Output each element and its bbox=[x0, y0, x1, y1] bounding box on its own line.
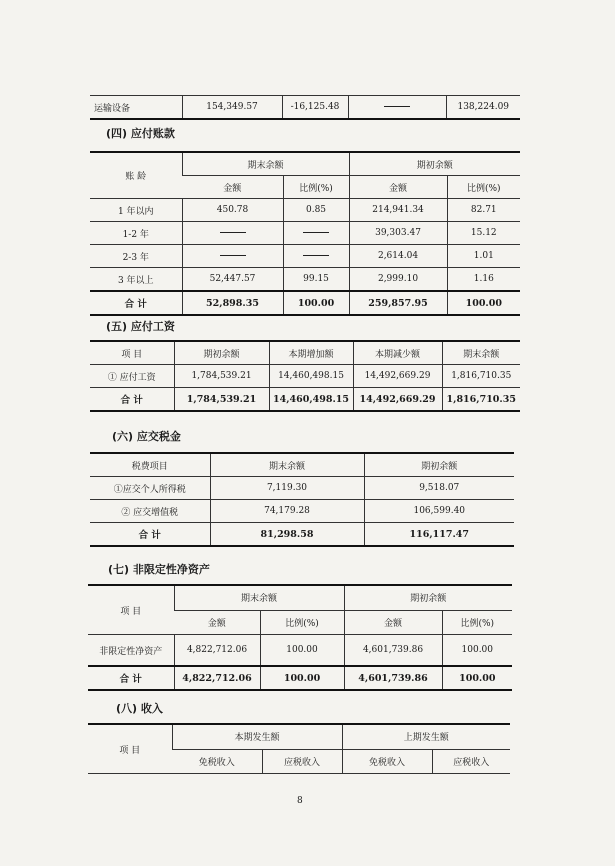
header-cell-ratio: 比例(%) bbox=[283, 176, 349, 199]
table-header-row bbox=[88, 585, 512, 610]
header-cell-begin-balance: 期初余额 bbox=[344, 585, 512, 610]
table-cell: 99.15 bbox=[283, 268, 349, 292]
table-row bbox=[90, 268, 520, 292]
table-cell: 9,518.07 bbox=[364, 477, 514, 500]
dash-mark bbox=[303, 232, 329, 233]
table-header-row bbox=[90, 453, 514, 477]
dash-mark bbox=[220, 255, 246, 256]
table-row bbox=[90, 96, 520, 120]
table-row bbox=[90, 500, 514, 523]
table-cell: ①应交个人所得税 bbox=[90, 477, 210, 500]
table-header-row bbox=[90, 341, 520, 365]
header-cell: 期初余额 bbox=[174, 341, 269, 365]
header-cell: 期末余额 bbox=[210, 453, 364, 477]
total-label: 合 计 bbox=[90, 388, 174, 412]
table-cell: 81,298.58 bbox=[210, 523, 364, 547]
table-cell: 1,784,539.21 bbox=[174, 365, 269, 388]
header-cell-begin-balance: 期初余额 bbox=[349, 152, 520, 176]
table-cell bbox=[182, 222, 283, 245]
table-cell: ① 应付工资 bbox=[90, 365, 174, 388]
header-cell-amount: 金额 bbox=[344, 610, 442, 634]
table-cell: 100.00 bbox=[442, 635, 512, 667]
table-cell: 450.78 bbox=[182, 199, 283, 222]
table-cell: 14,460,498.15 bbox=[269, 388, 353, 412]
header-cell-taxable-income: 应税收入 bbox=[432, 749, 510, 773]
header-cell: 项 目 bbox=[90, 341, 174, 365]
header-cell: 本期增加额 bbox=[269, 341, 353, 365]
table-cell: 1,784,539.21 bbox=[174, 388, 269, 412]
header-cell-end-balance: 期末余额 bbox=[182, 152, 349, 176]
table-row bbox=[88, 635, 512, 667]
table-header-row bbox=[90, 152, 520, 176]
header-cell: 期初余额 bbox=[364, 453, 514, 477]
table-cell: 1.16 bbox=[447, 268, 520, 292]
header-cell-ratio: 比例(%) bbox=[442, 610, 512, 634]
header-cell-amount: 金额 bbox=[174, 610, 260, 634]
table-cell: 52,447.57 bbox=[182, 268, 283, 292]
table-row bbox=[90, 222, 520, 245]
table-cell: 74,179.28 bbox=[210, 500, 364, 523]
table-cell: -16,125.48 bbox=[282, 96, 348, 120]
header-cell-tax-exempt-income: 免税收入 bbox=[172, 749, 262, 773]
wages-payable-table bbox=[90, 340, 520, 412]
section-title-unrestricted-net-assets: (七) 非限定性净资产 bbox=[108, 563, 210, 576]
header-cell-current-period: 本期发生额 bbox=[172, 724, 342, 749]
table-cell: 39,303.47 bbox=[349, 222, 447, 245]
header-cell-age: 账 龄 bbox=[90, 152, 182, 199]
section-title-accounts-payable: (四) 应付账款 bbox=[106, 127, 175, 140]
table-cell: 100.00 bbox=[442, 666, 512, 690]
section-title-income: (八) 收入 bbox=[116, 702, 163, 715]
header-cell-amount: 金额 bbox=[349, 176, 447, 199]
unrestricted-net-assets-table bbox=[88, 584, 512, 691]
table-cell: 138,224.09 bbox=[446, 96, 520, 120]
table-cell: 116,117.47 bbox=[364, 523, 514, 547]
table-cell: 3 年以上 bbox=[90, 268, 182, 292]
header-cell-ratio: 比例(%) bbox=[260, 610, 344, 634]
table-cell: 0.85 bbox=[283, 199, 349, 222]
accounts-payable-table bbox=[90, 151, 520, 316]
table-cell: 14,460,498.15 bbox=[269, 365, 353, 388]
table-cell: 1-2 年 bbox=[90, 222, 182, 245]
table-total-row bbox=[88, 666, 512, 690]
header-cell-taxable-income: 应税收入 bbox=[262, 749, 342, 773]
header-cell-ratio: 比例(%) bbox=[447, 176, 520, 199]
table-cell: 运输设备 bbox=[90, 96, 182, 120]
taxes-payable-table bbox=[90, 452, 514, 547]
header-cell-previous-period: 上期发生额 bbox=[342, 724, 510, 749]
section-title-taxes-payable: (六) 应交税金 bbox=[112, 430, 181, 443]
table-cell: 2,999.10 bbox=[349, 268, 447, 292]
table-cell: ② 应交增值税 bbox=[90, 500, 210, 523]
table-row bbox=[90, 245, 520, 268]
table-cell: 4,822,712.06 bbox=[174, 666, 260, 690]
header-cell-end-balance: 期末余额 bbox=[174, 585, 344, 610]
table-total-row bbox=[90, 523, 514, 547]
table-cell: 100.00 bbox=[283, 291, 349, 315]
table-cell: 2-3 年 bbox=[90, 245, 182, 268]
header-cell: 期末余额 bbox=[442, 341, 520, 365]
table-cell: 非限定性净资产 bbox=[88, 635, 174, 667]
table-cell bbox=[283, 222, 349, 245]
total-label: 合 计 bbox=[90, 523, 210, 547]
table-cell: 52,898.35 bbox=[182, 291, 283, 315]
table-row bbox=[90, 477, 514, 500]
table-cell: 14,492,669.29 bbox=[353, 388, 442, 412]
table-row bbox=[90, 199, 520, 222]
table-cell bbox=[182, 245, 283, 268]
header-cell: 税费项目 bbox=[90, 453, 210, 477]
table-cell: 100.00 bbox=[447, 291, 520, 315]
total-label: 合 计 bbox=[88, 666, 174, 690]
table-cell bbox=[283, 245, 349, 268]
dash-mark bbox=[303, 255, 329, 256]
table-cell: 14,492,669.29 bbox=[353, 365, 442, 388]
total-label: 合 计 bbox=[90, 291, 182, 315]
header-cell-item: 项 目 bbox=[88, 724, 172, 774]
table-row bbox=[90, 365, 520, 388]
table-cell: 4,601,739.86 bbox=[344, 666, 442, 690]
table-cell: 4,822,712.06 bbox=[174, 635, 260, 667]
table-cell: 15.12 bbox=[447, 222, 520, 245]
table-cell: 100.00 bbox=[260, 666, 344, 690]
table-cell: 7,119.30 bbox=[210, 477, 364, 500]
table-cell: 214,941.34 bbox=[349, 199, 447, 222]
table-cell: 4,601,739.86 bbox=[344, 635, 442, 667]
table-cell: 1.01 bbox=[447, 245, 520, 268]
header-cell-amount: 金额 bbox=[182, 176, 283, 199]
table-total-row bbox=[90, 388, 520, 412]
table-cell: 1,816,710.35 bbox=[442, 365, 520, 388]
table-cell: 1 年以内 bbox=[90, 199, 182, 222]
income-table bbox=[88, 723, 510, 774]
table-cell: 154,349.57 bbox=[182, 96, 282, 120]
dash-mark bbox=[220, 232, 246, 233]
table-cell: 106,599.40 bbox=[364, 500, 514, 523]
table-cell: 82.71 bbox=[447, 199, 520, 222]
table-cell: 1,816,710.35 bbox=[442, 388, 520, 412]
section-title-wages-payable: (五) 应付工资 bbox=[106, 320, 175, 333]
table-cell: 259,857.95 bbox=[349, 291, 447, 315]
dash-mark bbox=[384, 106, 410, 107]
table-total-row bbox=[90, 291, 520, 315]
table-cell: 100.00 bbox=[260, 635, 344, 667]
page-number: 8 bbox=[297, 796, 303, 806]
fixed-assets-continuation-table bbox=[90, 95, 520, 120]
table-cell bbox=[348, 96, 446, 120]
table-header-row bbox=[88, 724, 510, 749]
table-cell: 2,614.04 bbox=[349, 245, 447, 268]
header-cell: 本期减少额 bbox=[353, 341, 442, 365]
header-cell-tax-exempt-income: 免税收入 bbox=[342, 749, 432, 773]
header-cell-item: 项 目 bbox=[88, 585, 174, 635]
